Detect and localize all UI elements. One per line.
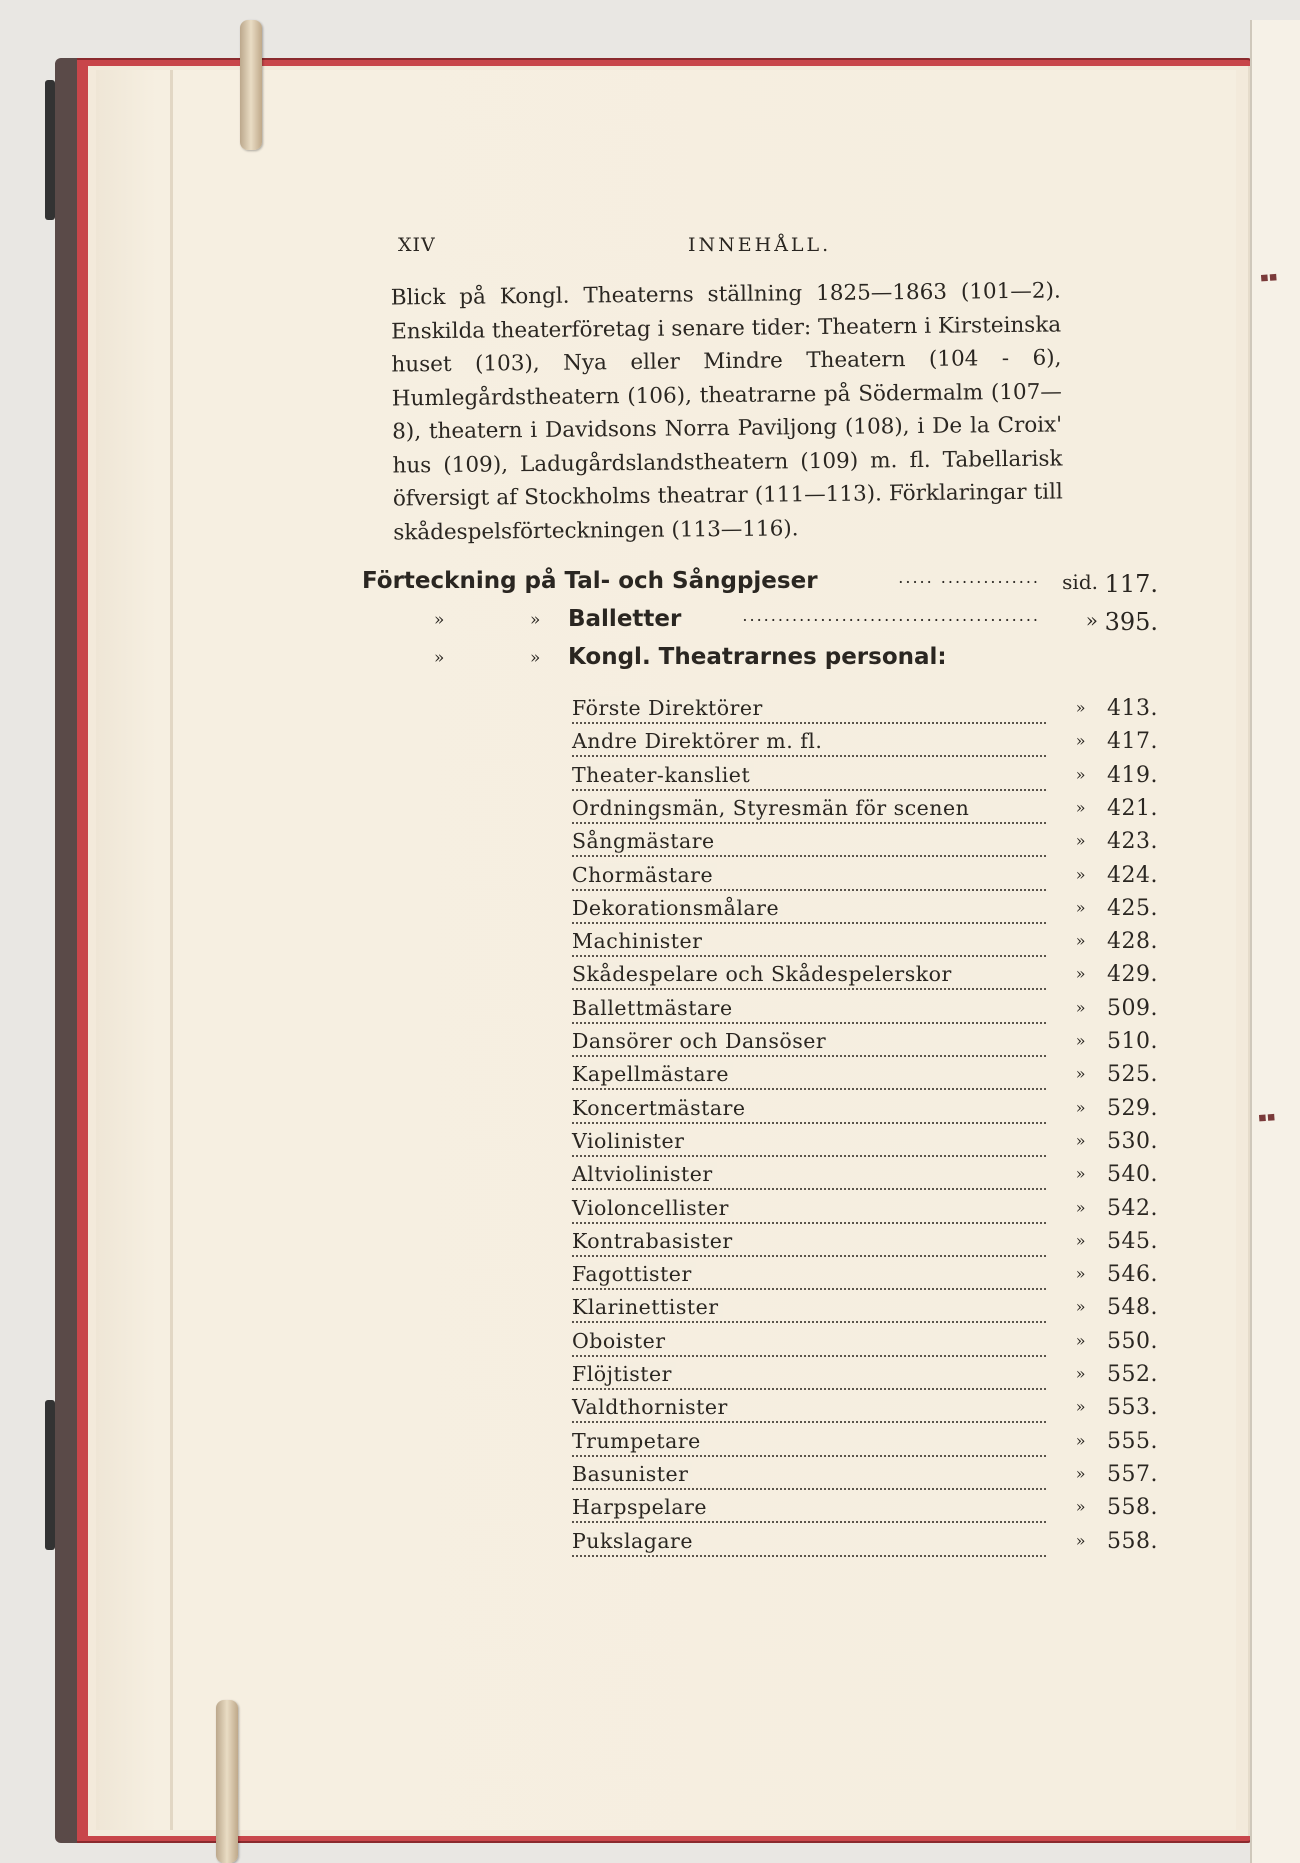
page-reference: 540. [1107,1162,1158,1188]
personnel-entry [572,962,1158,992]
ditto-mark: » [1075,931,1086,951]
page-reference: 558. [1107,1528,1158,1554]
entry-label-wrap [572,1495,711,1519]
ditto-mark: » [1075,997,1086,1017]
personnel-entry [572,1196,1158,1226]
ditto-mark: » [1075,698,1086,717]
personnel-entry [572,1495,1158,1525]
page-reference: 548. [1107,1295,1158,1321]
facing-page-mark: ▪▪ [1257,1109,1277,1126]
ditto-mark: » [1075,764,1086,784]
entry-label: Theater-kansliet [572,763,754,787]
personnel-entry [572,1529,1158,1559]
personnel-entry [572,1295,1158,1325]
page-reference: 557. [1107,1461,1158,1487]
ditto-mark: » [1075,1164,1086,1184]
ditto-mark: » [434,610,445,630]
ditto-mark: » [1075,831,1086,851]
section-row [362,606,1158,642]
page-reference: 555. [1107,1428,1158,1454]
page-reference: 423. [1107,829,1158,855]
personnel-entry [572,1229,1158,1259]
entry-label: Dekorationsmålare [572,896,783,920]
entry-label-wrap [572,696,767,720]
ditto-mark: » [1075,1264,1086,1284]
page-reference: 417. [1107,729,1158,755]
page-reference: 545. [1107,1228,1158,1254]
ditto-mark: » [1075,1364,1086,1383]
entry-label-wrap [572,1429,705,1453]
dot-leader: ..... .............. [898,568,1040,587]
entry-label-wrap [572,1229,737,1253]
entry-label: Förste Direktörer [572,696,767,720]
facing-page-mark: ▪▪ [1259,269,1279,286]
entry-label-wrap [572,1295,723,1319]
entry-label-wrap [572,1362,676,1386]
page-reference: 546. [1107,1262,1158,1288]
entry-label: Sångmästare [572,829,719,853]
entry-label-wrap [572,796,973,820]
personnel-entry [572,996,1158,1026]
ditto-mark: » [1075,964,1086,984]
page-reference: 542. [1107,1195,1158,1221]
entry-label: Skådespelare och Skådespelerskor [572,962,956,986]
entry-label-wrap [572,929,706,953]
entry-label: Basunister [572,1462,692,1486]
page-reference: 529. [1107,1095,1158,1121]
entry-label: Machinister [572,929,706,953]
entry-label-wrap [572,1196,733,1220]
entry-label: Valdthornister [572,1395,732,1419]
ditto-mark: » [1075,1230,1086,1250]
ditto-mark: » [530,610,541,630]
entry-label-wrap [572,1062,733,1086]
ditto-mark: » [530,648,541,668]
entry-label-wrap [572,962,956,986]
page-unit: » [1085,608,1098,632]
entry-label: Altviolinister [572,1162,717,1186]
personnel-entry [572,1129,1158,1159]
ditto-mark: » [1075,1530,1086,1550]
entry-label-wrap [572,896,783,920]
ditto-mark: » [1075,1463,1086,1483]
entry-label-wrap [572,1395,732,1419]
personnel-entry [572,1362,1158,1392]
personnel-entry [572,796,1158,826]
entry-label: Dansörer och Dansöser [572,1029,830,1053]
personnel-entry [572,896,1158,926]
page-reference: 425. [1107,895,1158,921]
section-title: INNEHÅLL. [688,234,832,256]
entry-label-wrap [572,1129,688,1153]
ditto-mark: » [434,648,445,668]
entry-label-wrap [572,1462,692,1486]
section-label: Förteckning på Tal- och Sångpjeser [362,568,818,594]
personnel-entry [572,1029,1158,1059]
ditto-mark: » [1075,1297,1086,1317]
page-reference: 413. [1107,696,1158,721]
personnel-entry [572,1162,1158,1192]
entry-label-wrap [572,1329,670,1353]
personnel-entry [572,1096,1158,1126]
page-reference: 429. [1107,962,1158,988]
ditto-mark: » [1075,797,1086,817]
personnel-entry [572,829,1158,859]
page-reference: 117. [1104,570,1158,598]
entry-label-wrap [572,996,737,1020]
entry-label: Koncertmästare [572,1096,750,1120]
entry-label: Trumpetare [572,1429,705,1453]
personnel-entry [572,1462,1158,1492]
page-reference: 530. [1107,1128,1158,1154]
section-label: Balletter [568,606,682,632]
ditto-mark: » [1075,1330,1086,1350]
personnel-entry [572,729,1158,759]
entry-label: Andre Direktörer m. fl. [572,729,826,753]
entry-label-wrap [572,1162,717,1186]
entry-label: Kontrabasister [572,1229,737,1253]
intro-paragraph: Blick på Kongl. Theaterns ställning 1825—1863 (101—2). Enskilda theaterföretag i senare tider: Theatern i Kirsteinska huset (103), Nya eller Mindre Theatern (104 - 6), Humlegårdstheatern (106), theatrarne på Södermalm (107—8), theatern i Davidsons Norra Paviljong (108), i De la Croix' hus (109), Ladugårdslandstheatern (109) m. fl. Tabellarisk öfversigt af Stockholms theatrar (111—113). Förklaringar till skådespelsförteckningen (113—116). [390,278,1063,546]
entry-label-wrap [572,729,826,753]
personnel-entry [572,929,1158,959]
page-unit: sid. [1062,570,1098,594]
ditto-mark: » [1075,1130,1086,1150]
section-row [362,568,1158,604]
entry-label: Ballettmästare [572,996,737,1020]
personnel-entry [572,1262,1158,1292]
entry-label-wrap [572,1029,830,1053]
entry-label: Kapellmästare [572,1062,733,1086]
entry-label: Violinister [572,1129,688,1153]
page-reference: 525. [1107,1062,1158,1088]
entry-label: Pukslagare [572,1529,697,1553]
entry-label-wrap [572,829,719,853]
entry-label: Chormästare [572,863,717,887]
dot-leader: .......................................... [742,606,1040,625]
personnel-entry [572,696,1158,726]
page-reference: 428. [1107,929,1158,955]
entry-label: Klarinettister [572,1295,723,1319]
personnel-entry [572,1395,1158,1425]
ditto-mark: » [1075,1064,1086,1084]
personnel-entry [572,1329,1158,1359]
entry-label-wrap [572,863,717,887]
ditto-mark: » [1075,1397,1086,1417]
personnel-entry [572,863,1158,893]
entry-label-wrap [572,763,754,787]
page-reference: 553. [1107,1395,1158,1421]
ditto-mark: » [1075,1031,1086,1050]
page-number: XIV [398,234,436,256]
section-label: Kongl. Theatrarnes personal: [568,644,947,670]
ditto-mark: » [1075,1430,1086,1450]
personnel-entry [572,1429,1158,1459]
page-reference: 509. [1107,995,1158,1021]
section-row [362,644,1158,680]
page-reference: 395. [1104,608,1158,636]
page-reference: 552. [1107,1362,1158,1387]
entry-label-wrap [572,1529,697,1553]
entry-label: Oboister [572,1329,670,1353]
entry-label-wrap [572,1096,750,1120]
entry-label-wrap [572,1262,696,1286]
ditto-mark: » [1075,897,1086,917]
ditto-mark: » [1075,1197,1086,1217]
entry-label: Violoncellister [572,1196,733,1220]
ditto-mark: » [1075,1497,1086,1517]
page-reference: 510. [1107,1029,1158,1054]
page-reference: 550. [1107,1328,1158,1354]
entry-label: Ordningsmän, Styresmän för scenen [572,796,973,820]
personnel-entry [572,1062,1158,1092]
ditto-mark: » [1075,731,1086,751]
page-reference: 424. [1107,862,1158,888]
ditto-mark: » [1075,864,1086,884]
personnel-entry [572,763,1158,793]
ditto-mark: » [1075,1097,1086,1117]
entry-label: Fagottister [572,1262,696,1286]
page-reference: 419. [1107,762,1158,788]
entry-label: Flöjtister [572,1362,676,1386]
page-reference: 421. [1107,795,1158,821]
entry-label: Harpspelare [572,1495,711,1519]
page-reference: 558. [1107,1495,1158,1521]
